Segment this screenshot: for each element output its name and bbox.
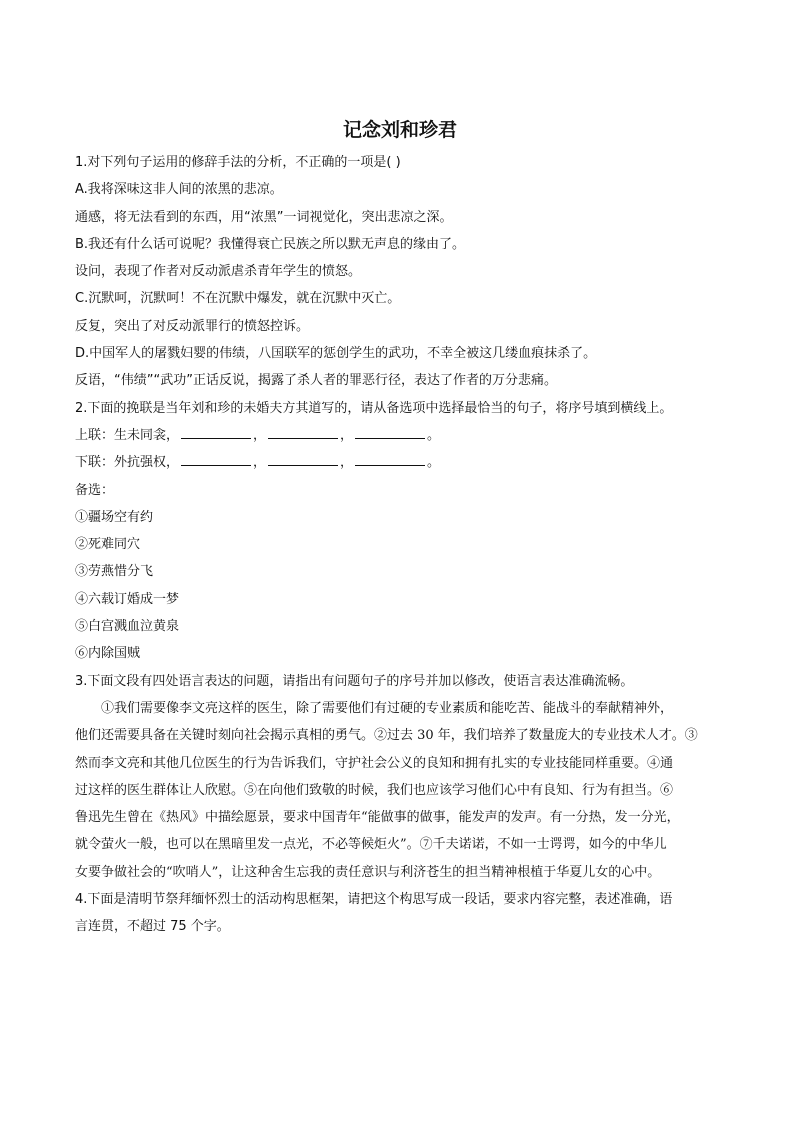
passage-line: 鲁迅先生曾在《热风》中描绘愿景，要求中国青年“能做事的做事，能发声的发声。有一分热，发一分光， xyxy=(75,810,680,826)
q1-option-a: A.我将深味这非人间的浓黑的悲凉。 xyxy=(75,182,283,198)
passage-line: 女要争做社会的“吹哨人”，让这种舍生忘我的责任意识与利济苍生的担当精神根植于华夏儿女的心中。 xyxy=(75,864,661,880)
q4-stem-line-2: 言连贯，不超过 75 个字。 xyxy=(75,919,230,935)
q1-option-d-analysis: 反语，“伟绩”“武功”正话反说，揭露了杀人者的罪恶行径，表达了作者的万分悲痛。 xyxy=(75,373,557,389)
q2-lower-couplet xyxy=(75,449,725,476)
separator: ， xyxy=(253,427,267,443)
q1-option-a-analysis: 通感，将无法看到的东西，用“浓黑”一词视觉化，突出悲凉之深。 xyxy=(75,209,453,225)
separator: ， xyxy=(340,455,354,471)
upper-couplet-label: 上联：生未同衾， xyxy=(75,427,180,443)
answer-blank[interactable] xyxy=(268,451,338,466)
q2-choice-1: ①疆场空有约 xyxy=(75,509,154,525)
q1-option-b: B.我还有什么话可说呢？我懂得衰亡民族之所以默无声息的缘由了。 xyxy=(75,236,466,252)
answer-blank[interactable] xyxy=(355,424,425,439)
q3-stem: 3.下面文段有四处语言表达的问题，请指出有问题句子的序号并加以修改，使语言表达准确流畅。 xyxy=(75,673,634,689)
q2-upper-couplet xyxy=(75,422,725,449)
q2-choices-label: 备选： xyxy=(75,482,115,498)
passage-line: ①我们需要像李文亮这样的医生，除了需要他们有过硬的专业素质和能吃苦、能战斗的奉献精神外， xyxy=(101,700,674,716)
q1-option-c-analysis: 反复，突出了对反动派罪行的愤怒控诉。 xyxy=(75,318,310,334)
q2-choice-5: ⑤白宫溅血泣黄泉 xyxy=(75,619,180,635)
q1-stem: 1.对下列句子运用的修辞手法的分析，不正确的一项是( ) xyxy=(75,155,401,170)
document-page xyxy=(75,117,725,941)
q3-passage xyxy=(75,695,725,886)
separator: ， xyxy=(253,455,267,471)
q2-choice-4: ④六载订婚成一梦 xyxy=(75,591,180,607)
end-mark: 。 xyxy=(427,427,441,443)
end-mark: 。 xyxy=(427,455,441,471)
answer-blank[interactable] xyxy=(355,451,425,466)
q2-stem: 2.下面的挽联是当年刘和珍的未婚夫方其道写的，请从备选项中选择最恰当的句子，将序号填到横线上。 xyxy=(75,400,673,416)
q2-choice-3: ③劳燕惜分飞 xyxy=(75,564,154,580)
q2-choice-2: ②死难同穴 xyxy=(75,537,141,553)
page-title: 记念刘和珍君 xyxy=(342,119,457,141)
passage-line: 他们还需要具备在关键时刻向社会揭示真相的勇气。②过去 30 年，我们培养了数量庞大的专业技术人才。③ xyxy=(75,728,698,744)
q1-option-d: D.中国军人的屠戮妇婴的伟绩，八国联军的惩创学生的武功，不幸全被这几缕血痕抹杀了。 xyxy=(75,346,597,362)
answer-blank[interactable] xyxy=(181,424,251,439)
passage-line: 过这样的医生群体让人欣慰。⑤在向他们致敬的时候，我们也应该学习他们心中有良知、行为有担当。⑥ xyxy=(75,782,674,798)
q1-option-c: C.沉默呵，沉默呵！不在沉默中爆发，就在沉默中灭亡。 xyxy=(75,291,401,307)
q2-choice-6: ⑥内除国贼 xyxy=(75,646,141,662)
answer-blank[interactable] xyxy=(268,424,338,439)
q1-option-b-analysis: 设问，表现了作者对反动派虐杀青年学生的愤怒。 xyxy=(75,264,362,280)
q4-stem-line-1: 4.下面是清明节祭拜缅怀烈士的活动构思框架，请把这个构思写成一段话，要求内容完整，表述准确，语 xyxy=(75,892,673,908)
answer-blank[interactable] xyxy=(181,451,251,466)
passage-line: 就令萤火一般，也可以在黑暗里发一点光，不必等候炬火”。⑦千夫诺诺，不如一士谔谔，如今的中华儿 xyxy=(75,837,667,853)
lower-couplet-label: 下联：外抗强权， xyxy=(75,455,180,471)
passage-line: 然而李文亮和其他几位医生的行为告诉我们，守护社会公义的良知和拥有扎实的专业技能同样重要。④通 xyxy=(75,755,674,771)
separator: ， xyxy=(340,427,354,443)
